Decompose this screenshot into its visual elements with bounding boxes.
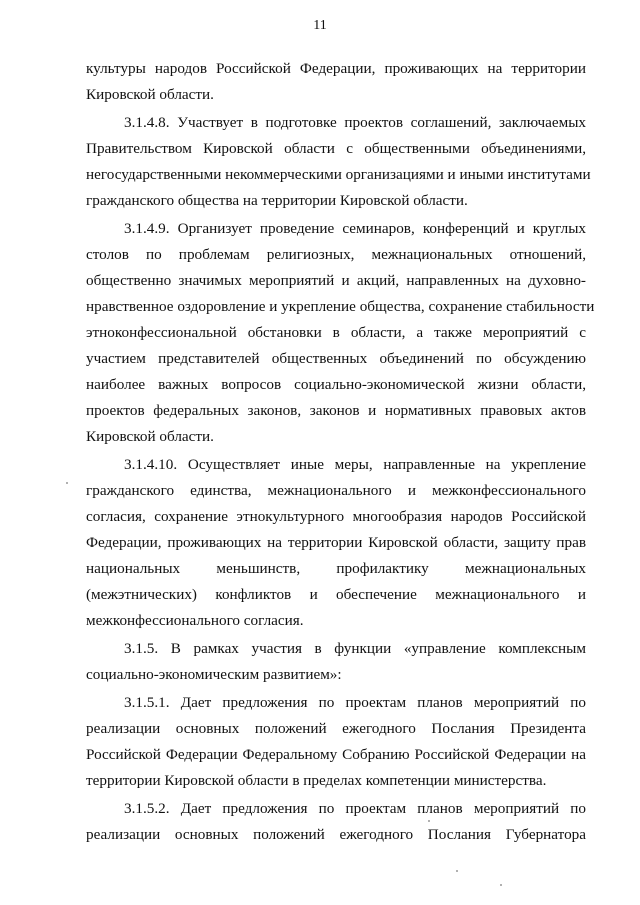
text-line: реализации основных положений ежегодного Послания Губернатора <box>86 826 586 843</box>
text-line: Федерации, проживающих на территории Кировской области, защиту прав <box>86 534 586 551</box>
text-line: гражданского общества на территории Кировской области. <box>86 192 468 209</box>
scan-speck <box>428 820 430 822</box>
scan-speck <box>66 482 68 484</box>
text-line: общественно значимых мероприятий и акций, направленных на духовно- <box>86 272 586 289</box>
text-line: наиболее важных вопросов социально-экономической жизни области, <box>86 376 586 393</box>
text-line: нравственное оздоровление и укрепление общества, сохранение стабильности <box>86 298 595 315</box>
paragraph-first-line: 3.1.4.9. Организует проведение семинаров, конференций и круглых <box>124 220 586 237</box>
text-line: социально-экономическим развитием»: <box>86 666 342 683</box>
text-line: Правительством Кировской области с общественными объединениями, <box>86 140 586 157</box>
text-line: Российской Федерации Федеральному Собранию Российской Федерации на <box>86 746 586 763</box>
scan-speck <box>500 884 502 886</box>
text-line: проектов федеральных законов, законов и нормативных правовых актов <box>86 402 586 419</box>
paragraph-first-line: 3.1.5.1. Дает предложения по проектам планов мероприятий по <box>124 694 586 711</box>
text-line: этноконфессиональной обстановки в области, а также мероприятий с <box>86 324 586 341</box>
text-line: культуры народов Российской Федерации, проживающих на территории <box>86 60 586 77</box>
text-line: участием представителей общественных объединений по обсуждению <box>86 350 586 367</box>
text-line: межконфессионального согласия. <box>86 612 304 629</box>
paragraph-first-line: 3.1.5. В рамках участия в функции «управление комплексным <box>124 640 586 657</box>
paragraph-first-line: 3.1.5.2. Дает предложения по проектам планов мероприятий по <box>124 800 586 817</box>
text-line: (межэтнических) конфликтов и обеспечение межнационального и <box>86 586 586 603</box>
text-line: негосударственными некоммерческими организациями и иными институтами <box>86 166 591 183</box>
text-line: Кировской области. <box>86 86 214 103</box>
text-line: столов по проблемам религиозных, межнациональных отношений, <box>86 246 586 263</box>
text-line: согласия, сохранение этнокультурного многообразия народов Российской <box>86 508 586 525</box>
page-number: 11 <box>313 18 327 33</box>
text-line: Кировской области. <box>86 428 214 445</box>
text-line: реализации основных положений ежегодного Послания Президента <box>86 720 586 737</box>
text-line: территории Кировской области в пределах компетенции министерства. <box>86 772 547 789</box>
scan-speck <box>456 870 458 872</box>
paragraph-first-line: 3.1.4.10. Осуществляет иные меры, направленные на укрепление <box>124 456 586 473</box>
text-line: гражданского единства, межнационального и межконфессионального <box>86 482 586 499</box>
text-line: национальных меньшинств, профилактику межнациональных <box>86 560 586 577</box>
paragraph-first-line: 3.1.4.8. Участвует в подготовке проектов соглашений, заключаемых <box>124 114 586 131</box>
